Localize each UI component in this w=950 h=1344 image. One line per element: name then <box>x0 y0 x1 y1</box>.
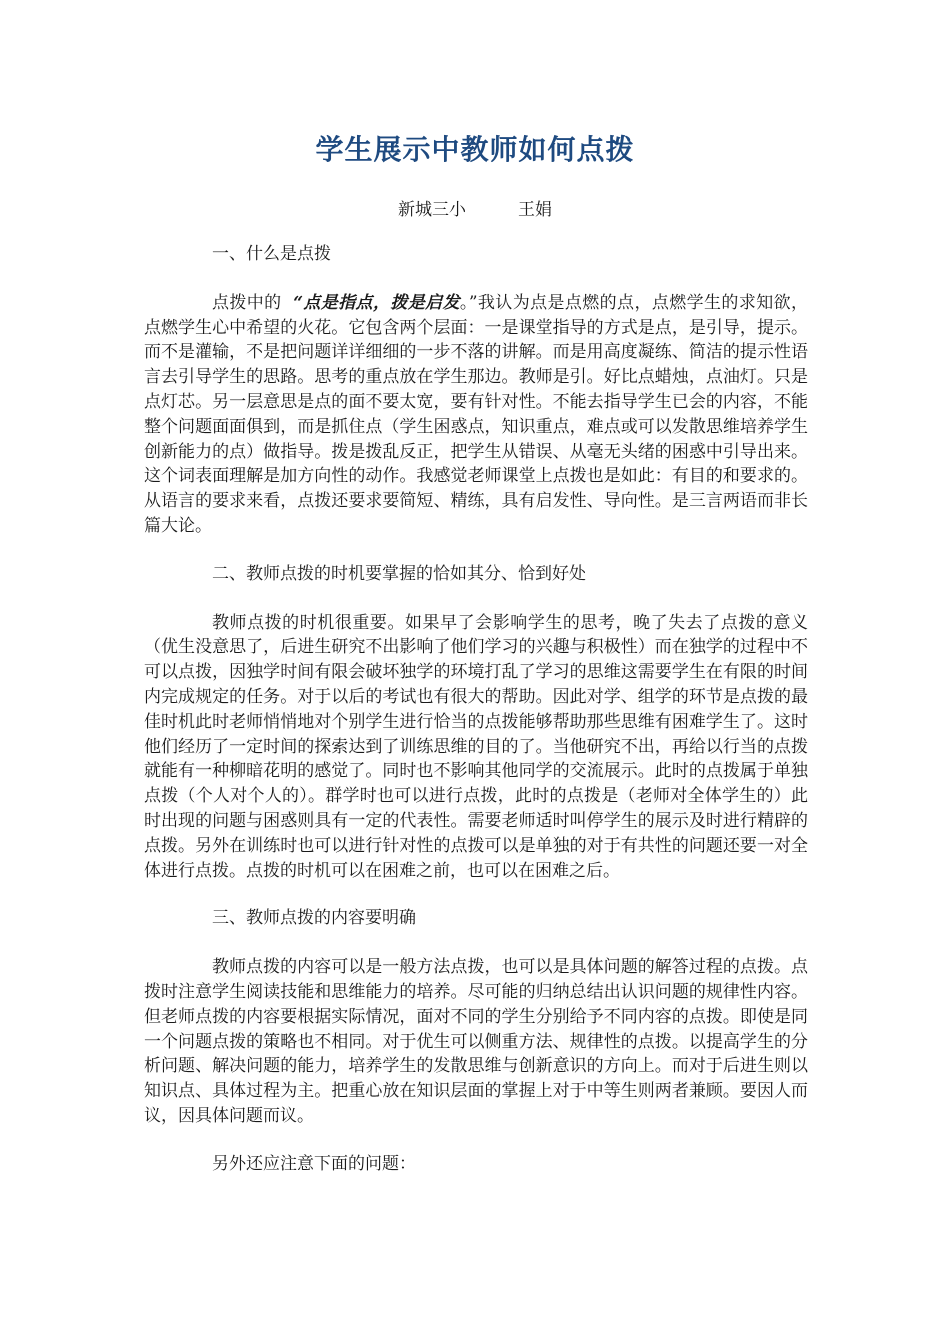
school-name: 新城三小 <box>398 200 466 220</box>
byline <box>0 197 950 223</box>
document-title: 学生展示中教师如何点拨 <box>315 133 635 166</box>
document-body <box>144 242 808 1177</box>
section-paragraph-3: 教师点拨的内容可以是一般方法点拨，也可以是具体问题的解答过程的点拨。点拨时注意学生阅读技能和思维能力的培养。尽可能的归纳总结出认识问题的规律性内容。但老师点拨的内容要根据实际情况，面对不同的学生分别给予不同内容的点拨。即使是同一个问题点拨的策略也不相同。对于优生可以侧重方法、规律性的点拨。以提高学生的分析问题、解决问题的能力，培养学生的发散思维与创新意识的方向上。而对于后进生则以知识点、具体过程为主。把重心放在知识层面的掌握上对于中等生则两者兼顾。要因人而议，因具体问题而议。 <box>144 957 808 1126</box>
section-heading-3: 三、教师点拨的内容要明确 <box>212 908 416 929</box>
paragraph-lead: 点拨中的 <box>212 292 294 313</box>
section-paragraph-1 <box>144 291 808 539</box>
emphasized-quote: “点是指点，拨是启发 <box>293 292 460 313</box>
section-heading-1: 一、什么是点拨 <box>212 244 331 264</box>
closing-line: 另外还应注意下面的问题： <box>212 1153 416 1174</box>
section-paragraph-2: 教师点拨的时机很重要。如果早了会影响学生的思考，晚了失去了点拨的意义（优生没意思了，后进生研究不出影响了他们学习的兴趣与积极性）而在独学的过程中不可以点拨，因独学时间有限会破坏独学的环境打乱了学习的思维这需要学生在有限的时间内完成规定的任务。对于以后的考试也有很大的帮助。因此对学、组学的环节是点拨的最佳时机此时老师悄悄地对个别学生进行恰当的点拨能够帮助那些思维有困难学生了。这时他们经历了一定时间的探索达到了训练思维的目的了。当他研究不出，再给以行当的点拨就能有一种柳暗花明的感觉了。同时也不影响其他同学的交流展示。此时的点拨属于单独点拨（个人对个人的）。群学时也可以进行点拨，此时的点拨是（老师对全体学生的）此时出现的问题与困惑则具有一定的代表性。需要老师适时叫停学生的展示及时进行精辟的点拨。另外在训练时也可以进行针对性的点拨可以是单独的对于有共性的问题还要一对全体进行点拨。点拨的时机可以在困难之前，也可以在困难之后。 <box>144 612 808 881</box>
author-name: 王娟 <box>518 200 552 220</box>
section-heading-2: 二、教师点拨的时机要掌握的恰如其分、恰到好处 <box>212 563 586 584</box>
paragraph-rest: 。”我认为点是点燃的点，点燃学生的求知欲，点燃学生心中希望的火花。它包含两个层面：一是课堂指导的方式是点，是引导，提示。而不是灌输，不是把问题详详细细的一步不落的讲解。而是用高度凝练、简洁的提示性语言去引导学生的思路。思考的重点放在学生那边。教师是引。好比点蜡烛，点油灯。只是点灯芯。另一层意思是点的面不要太宽，要有针对性。不能去指导学生已会的内容，不能整个问题面面俱到，而是抓住点（学生困惑点，知识重点，难点或可以发散思维培养学生创新能力的点）做指导。拨是拨乱反正，把学生从错误、从毫无头绪的困惑中引导出来。这个词表面理解是加方向性的动作。我感觉老师课堂上点拨也是如此：有目的和要求的。从语言的要求来看，点拨还要求要简短、精练，具有启发性、导向性。是三言两语而非长篇大论。 <box>144 292 809 536</box>
